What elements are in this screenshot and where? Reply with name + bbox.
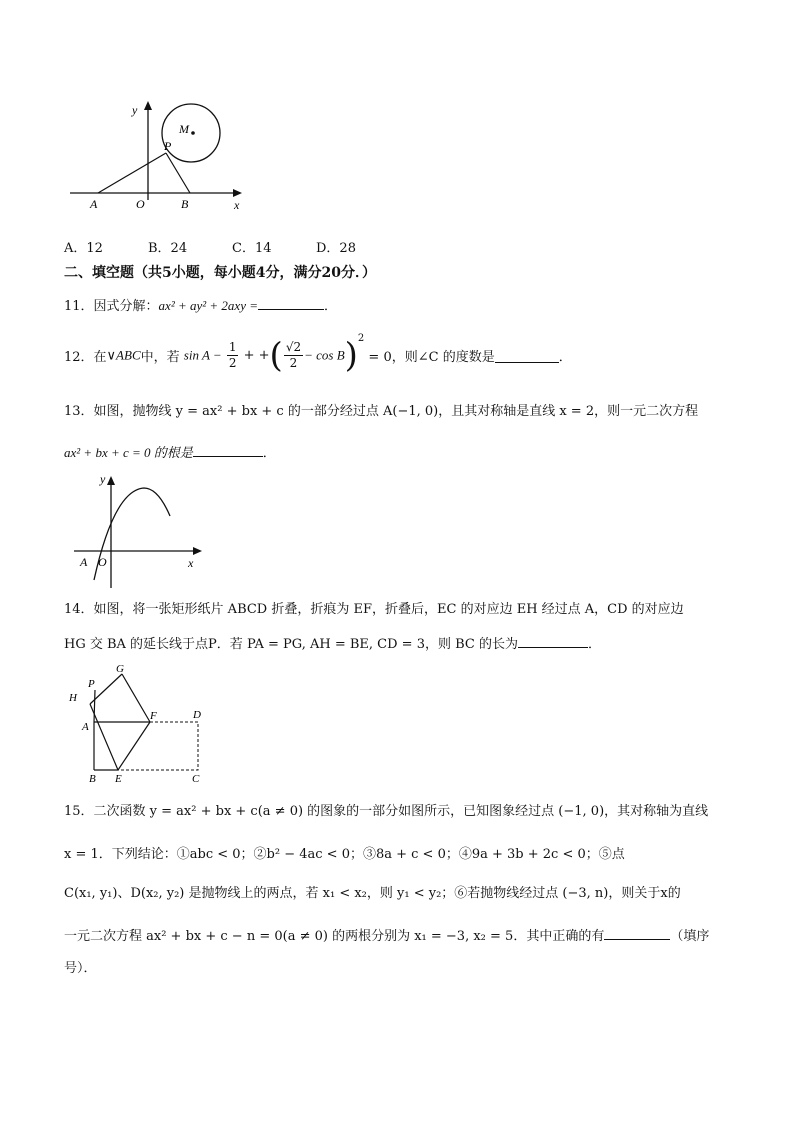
q12-prefix: 12．在 <box>64 350 107 365</box>
q12-expr-b: + + <box>243 348 270 363</box>
q15-line4-tail: （填序 <box>670 929 710 944</box>
segment-ef <box>118 722 150 770</box>
q15-answer-blank[interactable] <box>604 925 670 940</box>
q13-line2 <box>64 442 276 461</box>
q15-line3: C(x₁, y₁)、D(x₂, y₂) 是抛物线上的两点，若 x₁ < x₂，则 y₁ < y₂；⑥若抛物线经过点 (−3, n)，则关于x的 <box>64 886 681 901</box>
q15-line4 <box>64 925 709 944</box>
q12-fraction-half <box>227 340 239 371</box>
q15-line1: 15．二次函数 y = ax² + bx + c(a ≠ 0) 的图象的一部分如图所示，已知图象经过点 (−1, 0)，其对称轴为直线 <box>64 804 709 819</box>
q12-answer-blank[interactable] <box>495 348 559 363</box>
y-axis-arrow-icon <box>144 101 152 110</box>
q10-option-a: A．12 <box>64 241 103 256</box>
label-b: B <box>181 197 189 211</box>
q11-suffix: ． <box>324 299 338 314</box>
q12-exponent: 2 <box>357 333 365 344</box>
q10-option-b: B．24 <box>148 241 188 256</box>
question-12 <box>64 333 572 376</box>
label-a: A <box>90 197 98 211</box>
label-y: y <box>100 472 106 486</box>
q13-equation: ax² + bx + c = 0 的根是 <box>64 445 193 460</box>
label-o: O <box>136 197 145 211</box>
q12-frac2-den: 2 <box>289 356 298 370</box>
q11-expr: ax² + ay² + 2axy = <box>158 298 258 313</box>
q11-answer-blank[interactable] <box>258 295 324 310</box>
q15-line4-text: 一元二次方程 ax² + bx + c − n = 0(a ≠ 0) 的两根分别为 x₁ = −3, x₂ = 5．其中正确的有 <box>64 929 605 944</box>
question-11 <box>64 295 337 314</box>
q12-suffix: ． <box>558 350 572 365</box>
q10-option-c: C．14 <box>232 241 272 256</box>
section-title: 二、填空题（共5小题，每小题4分，满分20分．） <box>64 265 376 281</box>
q12-mid: 中，若 <box>140 350 180 365</box>
circle-m <box>162 104 220 162</box>
q13-suffix: ． <box>262 446 276 461</box>
label-x: x <box>188 556 194 570</box>
label-b: B <box>89 773 96 785</box>
y-axis-arrow-icon <box>107 476 115 485</box>
q13-figure <box>66 470 211 592</box>
q14-suffix: ． <box>587 637 601 652</box>
x-axis-arrow-icon <box>193 547 202 555</box>
label-y: y <box>132 103 138 117</box>
q12-left-paren: ( <box>269 335 283 376</box>
label-p: P <box>164 139 172 153</box>
q12-triangle: ∨ABC <box>106 347 141 363</box>
label-a: A <box>82 721 89 733</box>
q15-line2: x = 1．下列结论：①abc < 0；②b² − 4ac < 0；③8a + c < 0；④9a + 3b + 2c < 0；⑤点 <box>64 847 625 862</box>
q11-prefix: 11．因式分解： <box>64 299 159 314</box>
q12-expr-a: sin A − <box>183 347 222 363</box>
rect-bottom-right-dashed <box>118 722 198 770</box>
label-g: G <box>116 663 124 675</box>
q14-line2-text: HG 交 BA 的延长线于点P．若 PA = PG, AH = BE, CD = 3，则 BC 的长为 <box>64 637 518 652</box>
label-c: C <box>192 773 200 785</box>
q14-figure <box>64 660 214 785</box>
q15-line5: 号）． <box>64 961 97 976</box>
label-o: O <box>98 555 107 569</box>
q12-expr-c: − cos B <box>304 347 345 363</box>
label-x: x <box>234 198 240 212</box>
q14-line2 <box>64 633 601 652</box>
label-a: A <box>80 555 88 569</box>
q12-frac1-num: 1 <box>228 340 237 354</box>
q14-answer-blank[interactable] <box>518 633 588 648</box>
segment-ap <box>98 153 166 193</box>
label-d: D <box>193 709 201 721</box>
q12-fraction-root2 <box>284 340 303 371</box>
segment-gf <box>122 674 150 722</box>
point-m-dot <box>191 131 195 135</box>
q14-line1: 14．如图，将一张矩形纸片 ABCD 折叠，折痕为 EF，折叠后，EC 的对应边 EH 经过点 A，CD 的对应边 <box>64 602 684 617</box>
label-f: F <box>150 710 157 722</box>
label-p: P <box>88 678 95 690</box>
q13-answer-blank[interactable] <box>193 442 263 457</box>
q12-expr-d: = 0，则∠C 的度数是 <box>368 350 495 365</box>
q13-line1: 13．如图，抛物线 y = ax² + bx + c 的一部分经过点 A(−1, 0)，且其对称轴是直线 x = 2，则一元二次方程 <box>64 404 699 419</box>
label-e: E <box>115 773 122 785</box>
q10-figure <box>60 95 260 220</box>
q12-frac2-num: √2 <box>285 340 302 354</box>
q12-frac1-den: 2 <box>228 356 237 370</box>
label-m: M <box>179 122 189 136</box>
label-h: H <box>69 692 77 704</box>
q10-option-d: D．28 <box>316 241 356 256</box>
segment-pa <box>94 690 95 722</box>
x-axis-arrow-icon <box>233 189 242 197</box>
q12-right-paren: ) <box>344 335 358 376</box>
